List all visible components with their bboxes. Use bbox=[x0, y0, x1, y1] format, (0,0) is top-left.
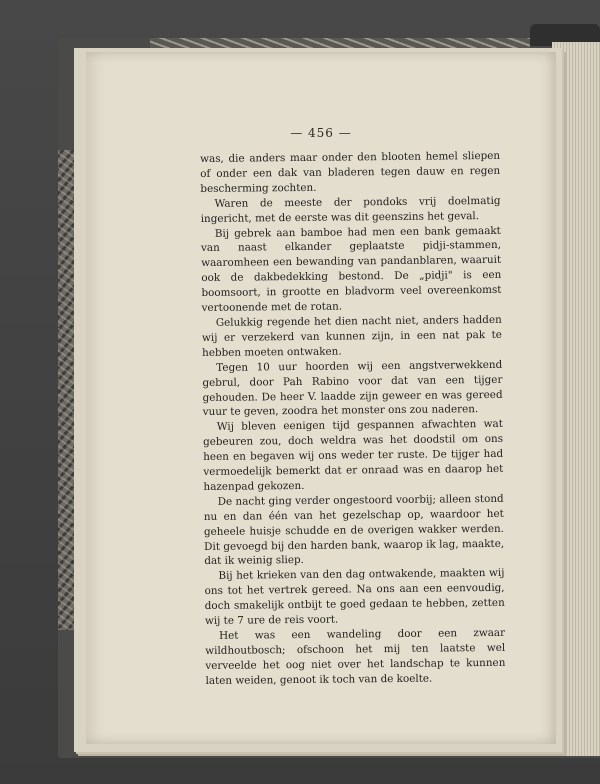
paragraph: Tegen 10 uur hoorden wij een angstverwekkend gebrul, door Pah Rabino voor dat van een tijger gehouden. De heer V. laadde zijn geweer en was gereed vuur te geven, zoodra het monster ons zou naderen. bbox=[202, 358, 503, 419]
paragraph: Wij bleven eenigen tijd gespannen afwachten wat gebeuren zou, doch weldra was het doodstil om ons heen en begaven wij ons weder ter ruste. De tijger had vermoedelijk bemerkt dat er onraad was en daarop het hazenpad gekozen. bbox=[202, 418, 504, 493]
paragraph: Het was een wandeling door een zwaar wildhoutbosch; ofschoon het mij ten laatste wel verveelde het oog niet over het landschap te kunnen laten weiden, genoot ik toch van de koelte. bbox=[205, 626, 506, 687]
paragraph: Bij gebrek aan bamboe had men een bank gemaakt van naast elkander geplaatste pidji-stammen, waaromheen een bewanding van pandanblaren, waaruit ook de dakbedekking bestond. De „pidji" is een boomsoort, in grootte en bladvorm veel overeenkomst vertoonende met de rotan. bbox=[200, 224, 502, 315]
paragraph: Gelukkig regende het dien nacht niet, anders hadden wij er verzekerd van kunnen zijn, in een nat pak te hebben moeten ontwaken. bbox=[201, 313, 502, 359]
paragraph: Bij het krieken van den dag ontwakende, maakten wij ons tot het vertrek gereed. Na ons aan een eenvoudig, doch smakelijk ontbijt te goed gedaan te hebben, zetten wij te 7 ure de reis voort. bbox=[204, 567, 505, 628]
paragraph: was, die anders maar onder den blooten hemel sliepen of onder een dak van bladeren tegen dauw en regen bescherming zochten. bbox=[200, 149, 501, 195]
paragraph: De nacht ging verder ongestoord voorbij; alleen stond nu en dan één van het gezelschap op, waardoor het geheele huisje schudde en de overigen wakker werden. Dit gevoegd bij den harden bank, waarop ik lag, maakte, dat ik weinig sliep. bbox=[203, 492, 505, 568]
page-number: — 456 — bbox=[290, 126, 352, 140]
body-text bbox=[200, 149, 506, 689]
paragraph: Waren de meeste der pondoks vrij doelmatig ingericht, met de eerste was dit geenszins het geval. bbox=[200, 194, 501, 225]
